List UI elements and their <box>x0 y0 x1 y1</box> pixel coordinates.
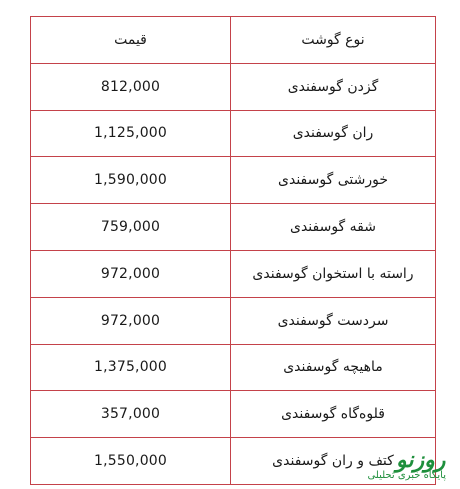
price-cell: 1,125,000 <box>31 110 231 157</box>
meat-name-cell: قلوه‌گاه گوسفندی <box>231 391 436 438</box>
price-cell: 972,000 <box>31 297 231 344</box>
meat-name-cell: گزدن گوسفندی <box>231 63 436 110</box>
price-cell: 812,000 <box>31 63 231 110</box>
table-row <box>31 204 436 251</box>
meat-name-cell: خورشتی گوسفندی <box>231 157 436 204</box>
table-row <box>31 297 436 344</box>
price-cell: 357,000 <box>31 391 231 438</box>
meat-name-cell: راسته با استخوان گوسفندی <box>231 250 436 297</box>
table-row <box>31 391 436 438</box>
price-cell: 972,000 <box>31 250 231 297</box>
meat-name-cell: ران گوسفندی <box>231 110 436 157</box>
cropped-text-strip <box>0 0 460 13</box>
price-cell: 759,000 <box>31 204 231 251</box>
table-row <box>31 250 436 297</box>
meat-name-cell: کتف و ران گوسفندی <box>231 438 436 485</box>
table-header-row <box>31 17 436 64</box>
price-cell: 1,550,000 <box>31 438 231 485</box>
header-price: قیمت <box>31 17 231 64</box>
header-meat-type: نوع گوشت <box>231 17 436 64</box>
watermark-tagline: پایگاه خبری تحلیلی <box>367 470 446 481</box>
meat-price-table <box>30 16 436 485</box>
watermark-logo-text: روزنو <box>396 448 446 473</box>
meat-name-cell: سردست گوسفندی <box>231 297 436 344</box>
table-row <box>31 157 436 204</box>
meat-name-cell: شقه گوسفندی <box>231 204 436 251</box>
watermark-logo <box>298 449 448 485</box>
price-cell: 1,590,000 <box>31 157 231 204</box>
table-row <box>31 344 436 391</box>
meat-name-cell: ماهیچه گوسفندی <box>231 344 436 391</box>
price-cell: 1,375,000 <box>31 344 231 391</box>
table-row <box>31 110 436 157</box>
table-row <box>31 63 436 110</box>
